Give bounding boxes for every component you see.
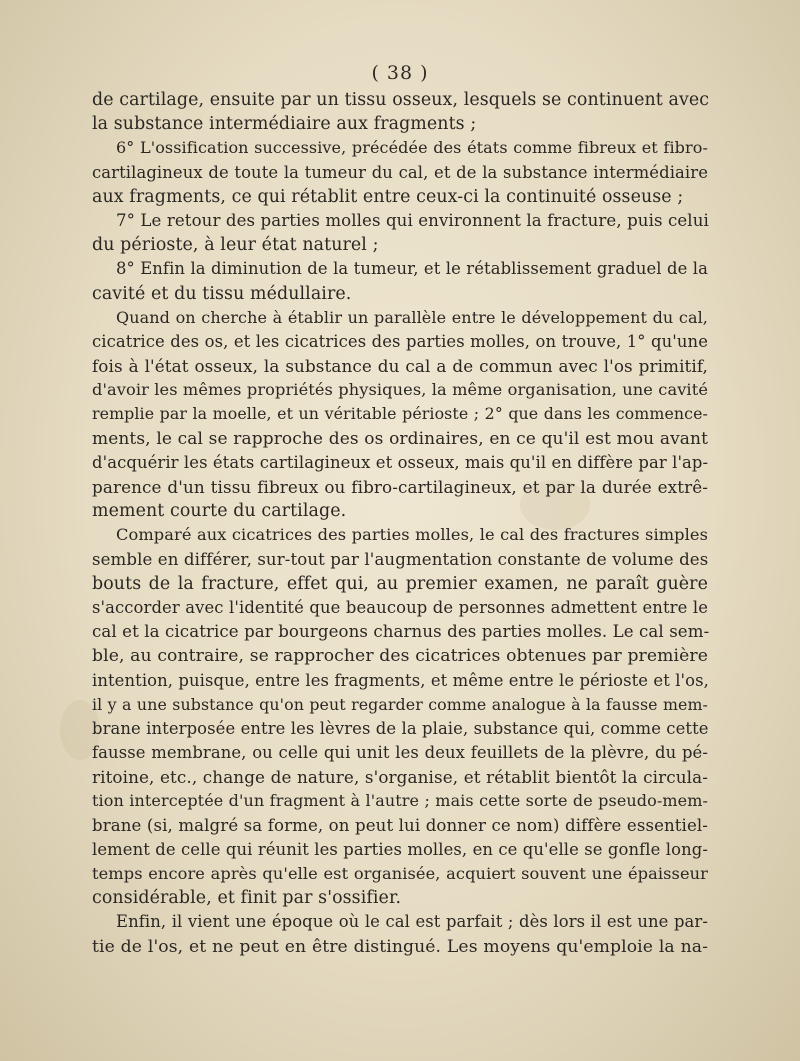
text-line: cartilagineux de toute la tumeur du cal, et de la substance intermédiaire	[92, 162, 708, 182]
text-line: brane interposée entre les lèvres de la plaie, substance qui, comme cette	[92, 718, 709, 738]
text-line: de cartilage, ensuite par un tissu osseux, lesquels se continuent avec	[92, 90, 710, 110]
text-line: du périoste, à leur état naturel ;	[92, 235, 379, 256]
body-text	[92, 88, 708, 959]
text-line: cavité et du tissu médullaire.	[92, 283, 352, 304]
text-line: cal et la cicatrice par bourgeons charnus des parties molles. Le cal sem-	[92, 622, 710, 642]
text-line: ments, le cal se rapproche des os ordinaires, en ce qu'il est mou avant	[92, 428, 708, 449]
text-line: semble en différer, sur-tout par l'augmentation constante de volume des	[92, 549, 709, 569]
text-line: 8° Enfin la diminution de la tumeur, et le rétablissement graduel de la	[116, 259, 708, 279]
text-line: Comparé aux cicatrices des parties molles, le cal des fractures simples	[116, 525, 708, 545]
text-line: ritoine, etc., change de nature, s'organise, et rétablit bientôt la circula-	[92, 767, 708, 788]
text-line: lement de celle qui réunit les parties molles, en ce qu'elle se gonfle long-	[92, 839, 708, 859]
text-line: d'avoir les mêmes propriétés physiques, la même organisation, une cavité	[92, 380, 708, 400]
text-line: mement courte du cartilage.	[92, 501, 347, 522]
text-line: tie de l'os, et ne peut en être distingué. Les moyens qu'emploie la na-	[92, 936, 708, 957]
text-line: fois à l'état osseux, la substance du cal a de commun avec l'os primitif,	[92, 356, 708, 377]
text-line: cicatrice des os, et les cicatrices des parties molles, on trouve, 1° qu'une	[92, 331, 708, 351]
text-line: bouts de la fracture, effet qui, au premier examen, ne paraît guère	[92, 573, 708, 594]
text-line: brane (si, malgré sa forme, on peut lui donner ce nom) diffère essentiel-	[92, 815, 708, 835]
text-line: 7° Le retour des parties molles qui environnent la fracture, puis celui	[116, 210, 709, 230]
text-line: Quand on cherche à établir un parallèle entre le développement du cal,	[116, 307, 708, 327]
text-line: fausse membrane, ou celle qui unit les deux feuillets de la plèvre, du pé-	[92, 743, 708, 763]
text-line: parence d'un tissu fibreux ou fibro-cartilagineux, et par la durée extrê-	[92, 477, 708, 497]
text-line: aux fragments, ce qui rétablit entre ceux-ci la continuité osseuse ;	[92, 186, 684, 207]
text-line: Enfin, il vient une époque où le cal est parfait ; dès lors il est une par-	[116, 912, 708, 932]
text-line: tion interceptée d'un fragment à l'autre ; mais cette sorte de pseudo-mem-	[92, 791, 708, 811]
text-line: d'acquérir les états cartilagineux et osseux, mais qu'il en diffère par l'ap-	[92, 452, 709, 472]
text-line: il y a une substance qu'on peut regarder comme analogue à la fausse mem-	[92, 694, 708, 714]
page-number: ( 38 )	[371, 62, 429, 84]
text-line: ble, au contraire, se rapprocher des cicatrices obtenues par première	[92, 646, 708, 667]
text-line: temps encore après qu'elle est organisée, acquiert souvent une épaisseur	[92, 864, 708, 883]
text-line: considérable, et finit par s'ossifier.	[92, 888, 402, 909]
text-line: remplie par la moelle, et un véritable périoste ; 2° que dans les commence-	[92, 404, 708, 424]
text-line: 6° L'ossification successive, précédée des états comme fibreux et fibro-	[116, 138, 708, 158]
text-line: intention, puisque, entre les fragments, et même entre le périoste et l'os,	[92, 670, 709, 690]
text-line: s'accorder avec l'identité que beaucoup de personnes admettent entre le	[92, 597, 708, 617]
text-line: la substance intermédiaire aux fragments ;	[92, 114, 477, 135]
